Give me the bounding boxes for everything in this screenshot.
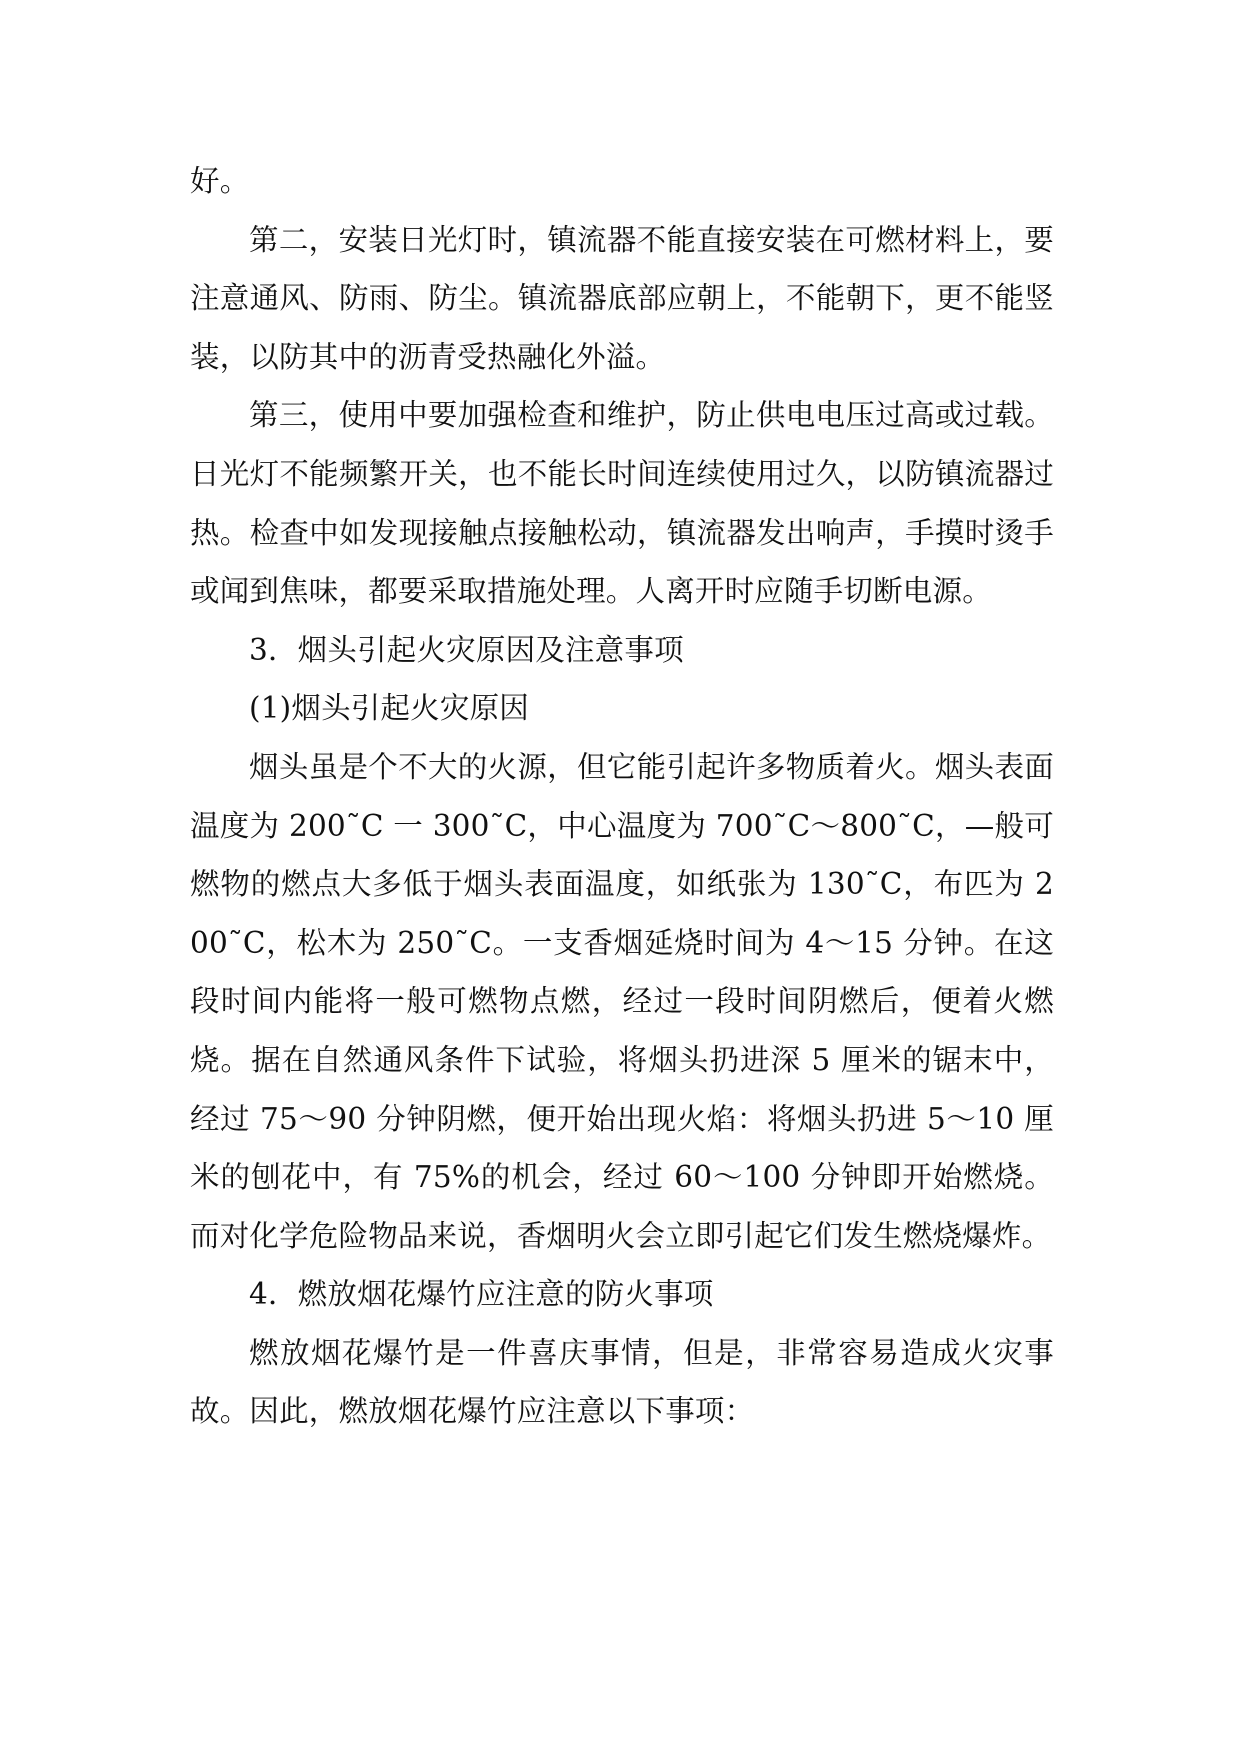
paragraph-cigarette-temperature: 烟头虽是个不大的火源，但它能引起许多物质着火。烟头表面温度为 200˜C 一 300˜C，中心温度为 700˜C～800˜C，—般可燃物的燃点大多低于烟头表面温度，如纸张为 130˜C，布匹为 200˜C，松木为 250˜C。一支香烟延烧时间为 4～15 分钟。在这段时间内能将一般可燃物点燃，经过一段时间阴燃后，便着火燃烧。据在自然通风条件下试验，将烟头扔进深 5 厘米的锯末中，经过 75～90 分钟阴燃，便开始出现火焰：将烟头扔进 5～10 厘米的刨花中，有 75%的机会，经过 60～100 分钟即开始燃烧。而对化学危险物品来说，香烟明火会立即引起它们发生燃烧爆炸。: [190, 749, 1054, 1253]
paragraph-ballast-installation: 第二，安装日光灯时，镇流器不能直接安装在可燃材料上，要注意通风、防雨、防尘。镇流器底部应朝上，不能朝下，更不能竖装，以防其中的沥青受热融化外溢。: [190, 222, 1054, 374]
paragraph-maintenance: 第三，使用中要加强检查和维护，防止供电电压过高或过载。日光灯不能频繁开关，也不能长时间连续使用过久，以防镇流器过热。检查中如发现接触点接触松动，镇流器发出响声，手摸时烫手或闻到焦味，都要采取措施处理。人离开时应随手切断电源。: [190, 398, 1054, 609]
document-body: [190, 152, 1054, 1441]
paragraph-continuation: 好。: [190, 164, 250, 198]
section-heading-cigarette: 3．烟头引起火灾原因及注意事项: [249, 632, 684, 667]
section-heading-fireworks: 4．燃放烟花爆竹应注意的防火事项: [249, 1277, 714, 1312]
subsection-heading-cigarette-causes: (1)烟头引起火灾原因: [249, 691, 529, 726]
paragraph-fireworks-intro: 燃放烟花爆竹是一件喜庆事情，但是，非常容易造成火灾事故。因此，燃放烟花爆竹应注意以下事项：: [190, 1335, 1054, 1429]
